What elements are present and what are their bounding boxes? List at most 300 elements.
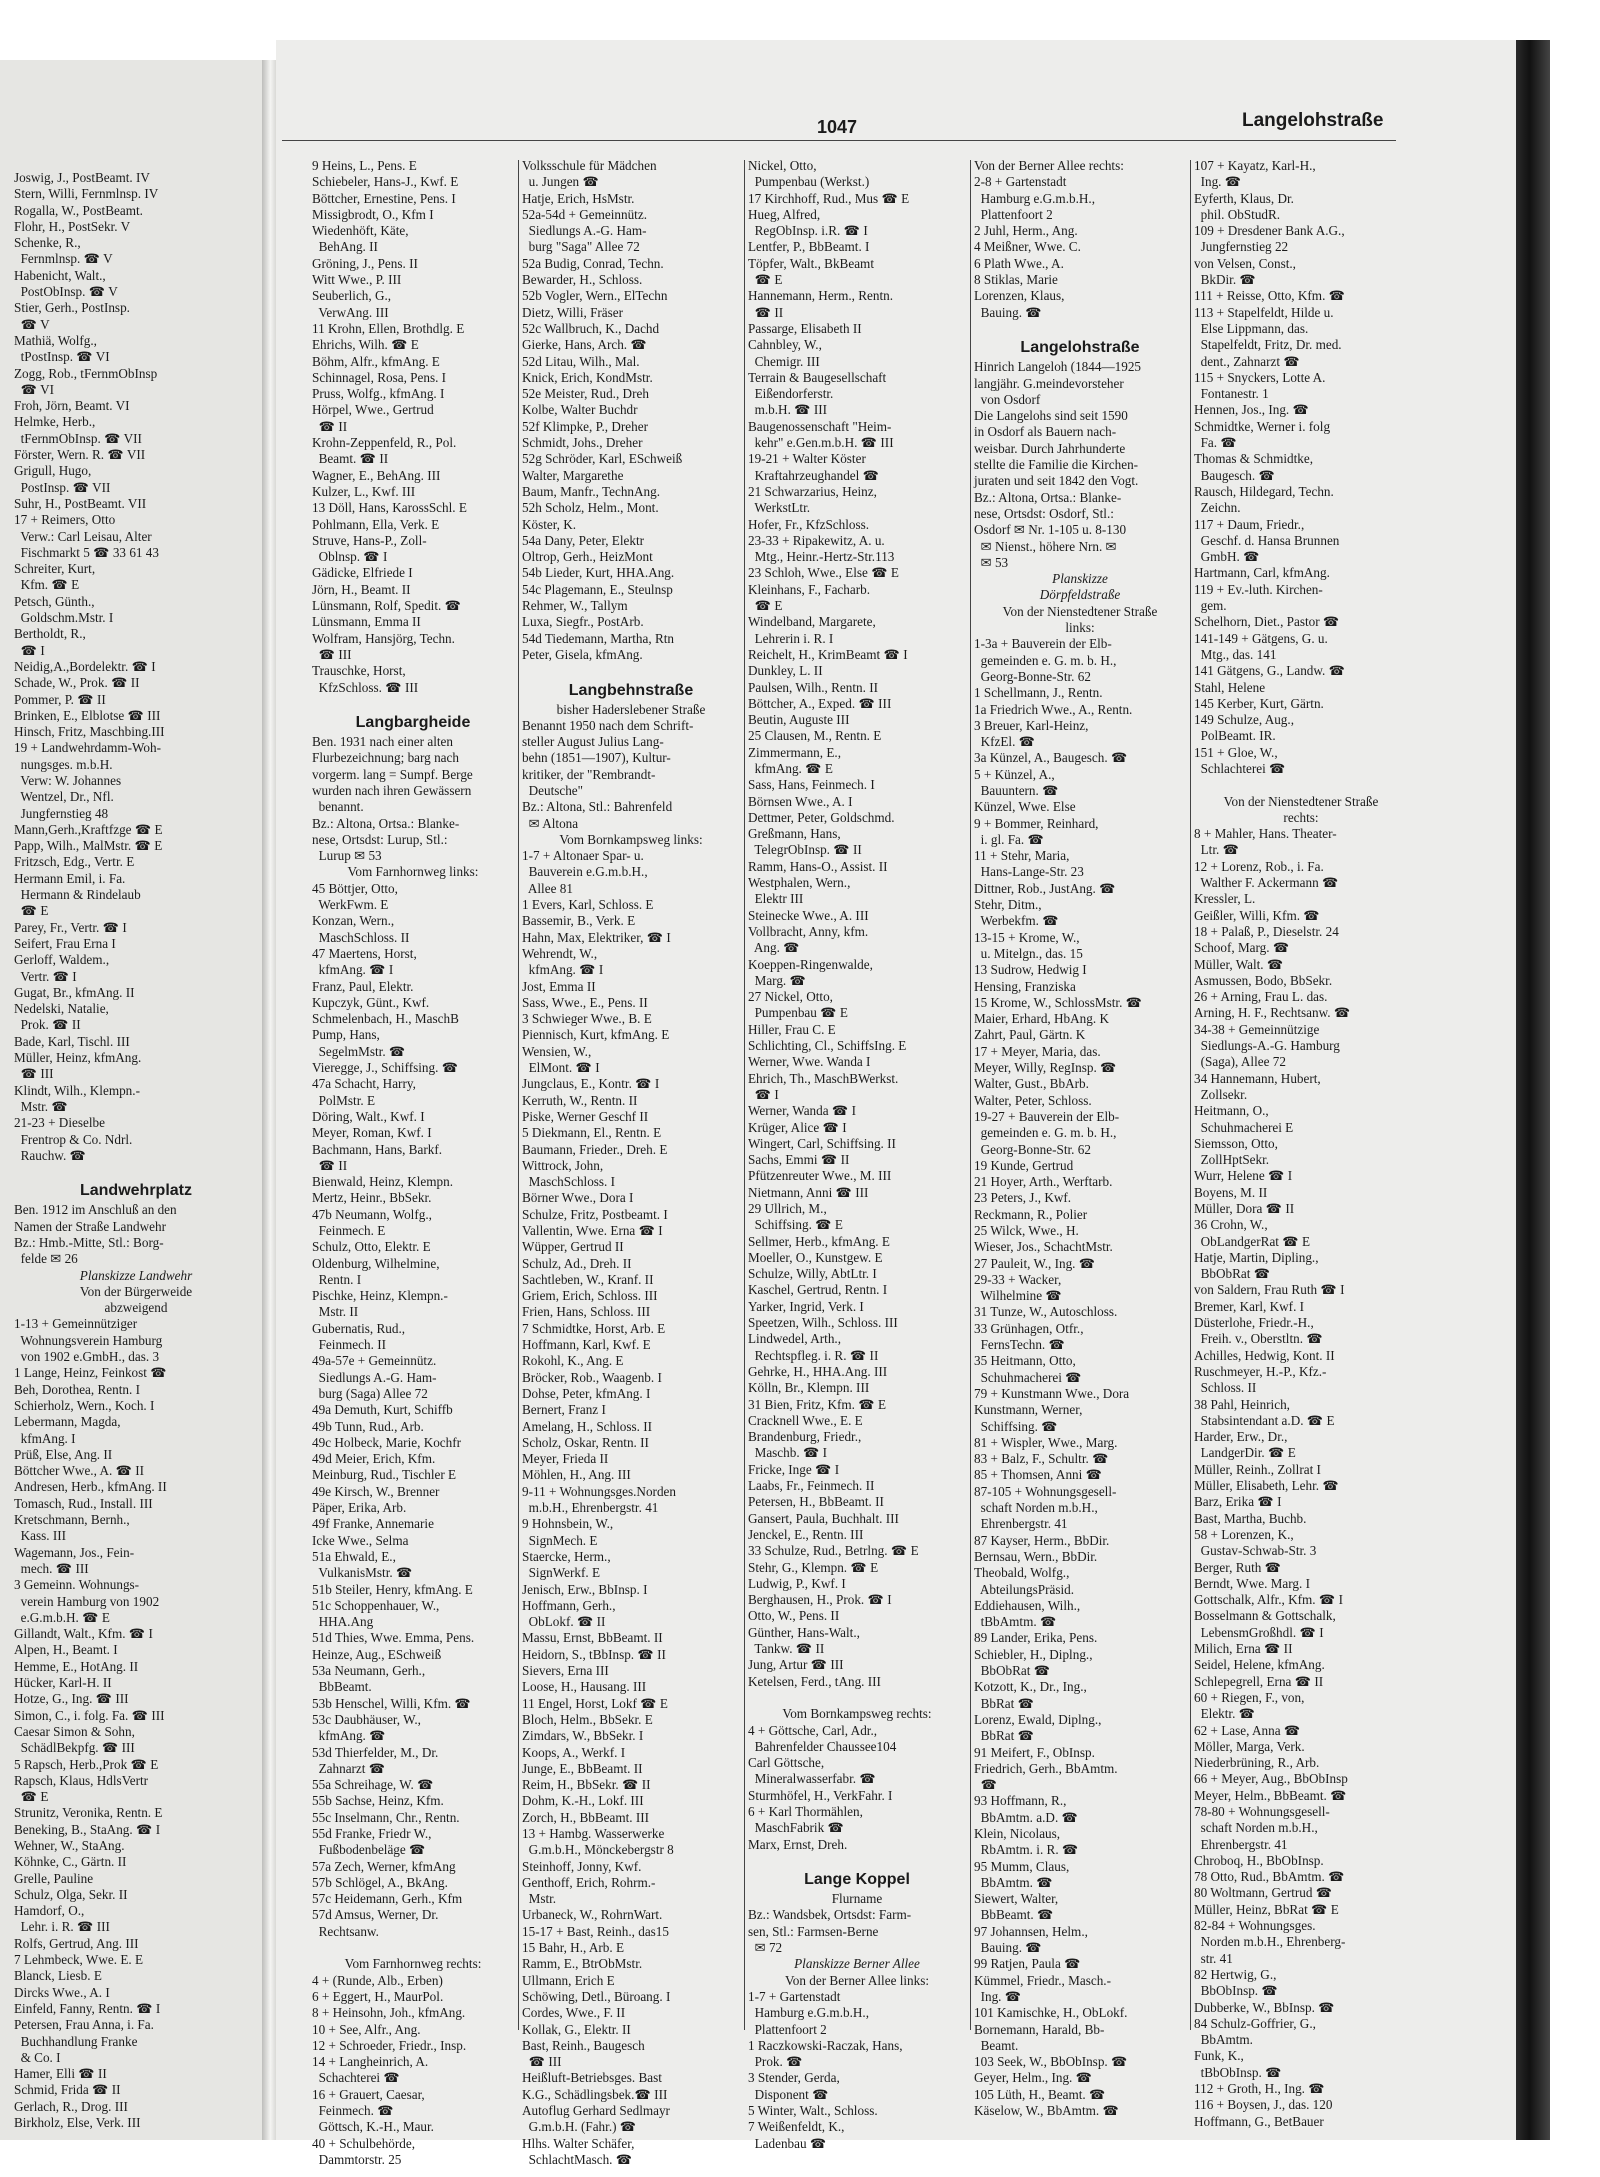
directory-line: Bz.: Hmb.-Mitte, Stl.: Borg- [14, 1235, 164, 1250]
section-note: Vom Farnhornweg links: [347, 864, 479, 880]
directory-line: Lehr. i. R. ☎ III [14, 1919, 110, 1935]
directory-line: Marg. ☎ [748, 972, 806, 988]
directory-line: Jenisch, Erw., BbInsp. I [522, 1581, 648, 1597]
directory-line: 3 Schwieger Wwe., B. E [522, 1011, 652, 1027]
directory-line: Schulz, Otto, Elektr. E [312, 1239, 431, 1255]
directory-line: Wehrendt, W., [522, 945, 598, 961]
directory-line: Stapelfeldt, Fritz, Dr. med. [1194, 337, 1342, 353]
directory-line: Bz.: Altona, Ortsa.: Blanke- [312, 815, 460, 831]
directory-line: Fa. ☎ [1194, 435, 1237, 451]
directory-line: Dohm, K.-H., Lokf. III [522, 1793, 644, 1809]
directory-line: Bloch, Helm., BbSekr. E [522, 1711, 653, 1727]
directory-line: Stahl, Helene [1194, 679, 1266, 695]
directory-line: 6 Plath Wwe., A. [974, 255, 1064, 271]
directory-line: 15 Krome, W., SchlossMstr. ☎ [974, 994, 1143, 1010]
directory-line: 13 Sudrow, Hedwig I [974, 962, 1087, 978]
directory-line: Schmidt, Johs., Dreher [522, 435, 643, 451]
directory-line: Brandenburg, Friedr., [748, 1429, 862, 1445]
directory-line: Jungfernstieg 22 [1194, 239, 1289, 255]
directory-line: 49e Kirsch, W., Brenner [312, 1483, 440, 1499]
directory-line: Hamburg e.G.m.b.H., [748, 2005, 869, 2021]
directory-line: mech. ☎ III [14, 1560, 89, 1576]
directory-line: Sievers, Erna III [522, 1663, 609, 1679]
directory-line: Eyferth, Klaus, Dr. [1194, 190, 1294, 206]
directory-line: (Saga), Allee 72 [1194, 1054, 1286, 1070]
directory-line: Maschb. ☎ I [748, 1445, 828, 1461]
directory-line: Flurbezeichnung; barg nach [312, 750, 459, 766]
directory-line: Amelang, H., Schloss. II [522, 1418, 653, 1434]
directory-line: Nickel, Otto, [748, 158, 817, 173]
directory-line: Koops, A., Werkf. I [522, 1744, 626, 1760]
directory-line: sen, Stl.: Farmsen-Berne [748, 1923, 879, 1939]
directory-line: WerkstLtr. [748, 500, 811, 516]
directory-line: 95 Mumm, Claus, [974, 1858, 1070, 1874]
directory-line: Seidel, Helene, kfmAng. [1194, 1657, 1325, 1673]
directory-line: Ramm, Hans-O., Assist. II [748, 858, 888, 874]
directory-line: Günther, Hans-Walt., [748, 1624, 860, 1640]
directory-line: felde ✉ 26 [14, 1251, 78, 1267]
directory-line: Speetzen, Wilh., Schloss. III [748, 1315, 898, 1331]
directory-line: Missigbrodt, O., Kfm I [312, 206, 434, 222]
directory-line: Schlachterei ☎ [1194, 760, 1286, 776]
directory-line: Sachtleben, W., Kranf. II [522, 1271, 654, 1287]
directory-line: Plattenfoort 2 [748, 2021, 827, 2037]
directory-line: Rentn. I [312, 1271, 362, 1287]
directory-line: Geschf. d. Hansa Brunnen [1194, 532, 1340, 548]
directory-line: Berghausen, H., Prok. ☎ I [748, 1592, 892, 1608]
directory-line: 17 + Reimers, Otto [14, 512, 116, 528]
directory-line: Pfützenreuter Wwe., M. III [748, 1168, 892, 1184]
directory-line: Carl Göttsche, [748, 1755, 825, 1771]
directory-line: ☎ [974, 1777, 998, 1793]
directory-line: Schmidtke, Werner i. folg [1194, 418, 1331, 434]
directory-line: Schiebeler, Hans-J., Kwf. E [312, 174, 459, 190]
directory-line: BbAmtm. a.D. ☎ [974, 1809, 1078, 1825]
directory-line: & Co. I [14, 2049, 61, 2065]
directory-line: Zahnarzt ☎ [312, 1760, 386, 1776]
directory-line: 31 Tunze, W., Autoschloss. [974, 1304, 1118, 1320]
directory-line: 111 + Reisse, Otto, Kfm. ☎ [1194, 288, 1346, 304]
directory-line: Terrain & Baugesellschaft [748, 369, 887, 385]
directory-line: Mstr. [522, 1891, 557, 1907]
directory-line: 54c Plagemann, E., Steulnsp [522, 581, 673, 597]
directory-line: Massu, Ernst, BbBeamt. II [522, 1630, 663, 1646]
directory-line: Hoffmann, Gerh., [522, 1597, 616, 1613]
directory-line: Hennen, Jos., Ing. ☎ [1194, 402, 1309, 418]
directory-line: Wehner, W., StaAng. [14, 1837, 125, 1853]
directory-line [312, 696, 514, 712]
column-4 [974, 158, 1186, 2118]
directory-line: 40 + Schulbehörde, [312, 2135, 416, 2151]
directory-line: 79 + Kunstmann Wwe., Dora [974, 1385, 1130, 1401]
directory-line: K.G., Schädlingsbek.☎ III [522, 2086, 668, 2102]
directory-line: 27 Pauleit, W., Ing. ☎ [974, 1255, 1096, 1271]
directory-line: Töpfer, Walt., BkBeamt [748, 255, 874, 271]
directory-line: Cracknell Wwe., E. E [748, 1412, 863, 1428]
street-heading: Langbehnstraße [568, 681, 694, 699]
directory-line: von Saldern, Frau Ruth ☎ I [1194, 1282, 1345, 1298]
directory-line: 23-33 + Ripakewitz, A. u. [748, 532, 885, 548]
directory-line: Ruschmeyer, H.-P., Kfz.- [1194, 1363, 1327, 1379]
directory-line: Zahrt, Paul, Gärtn. K [974, 1027, 1086, 1043]
directory-line: ☎ II [312, 1157, 348, 1173]
directory-line: Jungclaus, E., Kontr. ☎ I [522, 1076, 660, 1092]
directory-line: 80 Woltmann, Gertrud ☎ [1194, 1885, 1333, 1901]
directory-line: Yarker, Ingrid, Verk. I [748, 1298, 864, 1314]
directory-line: Schulz, Olga, Sekr. II [14, 1886, 128, 1902]
directory-line: 107 + Kayatz, Karl-H., [1194, 158, 1316, 173]
directory-line: Froh, Jörn, Beamt. VI [14, 398, 130, 414]
directory-line: u. Jungen ☎ [522, 174, 599, 190]
directory-line: Mertz, Heinr., BbSekr. [312, 1190, 432, 1206]
directory-line: 23 Schloh, Wwe., Else ☎ E [748, 565, 899, 581]
directory-line: WerkFwm. E [312, 897, 389, 913]
directory-line: Die Langelohs sind seit 1590 [974, 408, 1128, 424]
directory-line: 10 + See, Alfr., Ang. [312, 2021, 421, 2037]
directory-line: VulkanisMstr. ☎ [312, 1565, 413, 1581]
directory-line: Kümmel, Friedr., Masch.- [974, 1972, 1111, 1988]
directory-line: Dammtorstr. 25 [312, 2151, 402, 2167]
directory-line: 47a Schacht, Harry, [312, 1076, 416, 1092]
directory-line: Grigull, Hugo, [14, 463, 92, 479]
street-heading: Landwehrplatz [79, 1182, 192, 1200]
directory-line: Wohnungsverein Hamburg [14, 1332, 163, 1348]
directory-line: Wiedenhöft, Käte, [312, 223, 409, 239]
directory-line: BbAmtm. ☎ [974, 1874, 1053, 1890]
directory-line: Dunkley, L. II [748, 663, 823, 679]
directory-line: 49d Meier, Erich, Kfm. [312, 1451, 436, 1467]
directory-line: Freih. v., Oberstltn. ☎ [1194, 1331, 1323, 1347]
directory-line: Urbaneck, W., RohrnWart. [522, 1907, 663, 1923]
directory-line: Ing. ☎ [974, 1988, 1022, 2004]
directory-line: Dittner, Rob., JustAng. ☎ [974, 880, 1116, 896]
directory-line: BbObRat ☎ [974, 1663, 1051, 1679]
plan-note: Planskizze [1052, 571, 1108, 587]
street-heading: Lange Koppel [804, 1871, 910, 1889]
directory-line: Griem, Erich, Schloss. III [522, 1288, 658, 1304]
directory-line: weisbar. Durch Jahrhunderte [974, 440, 1126, 456]
directory-line: BbBeamt. [312, 1679, 372, 1695]
directory-line: 54b Lieder, Kurt, HHA.Ang. [522, 565, 675, 581]
directory-line: Boyens, M. II [1194, 1184, 1268, 1200]
directory-line: steller August Julius Lang- [522, 734, 664, 750]
directory-line: Birkholz, Else, Verk. III [14, 2115, 141, 2131]
directory-line: ObLokf. ☎ II [522, 1614, 606, 1630]
directory-line: Jung, Artur ☎ III [748, 1657, 844, 1673]
directory-line: 25 Wilck, Wwe., H. [974, 1223, 1079, 1238]
directory-line: Gerloff, Waldem., [14, 952, 110, 968]
directory-line: Düsterlohe, Friedr.-H., [1194, 1315, 1314, 1331]
directory-line: 8 + Heinsohn, Joh., kfmAng. [312, 2005, 466, 2021]
directory-line: 21 Hoyer, Arth., Werftarb. [974, 1174, 1113, 1190]
directory-line: Stehr, G., Klempn. ☎ E [748, 1559, 879, 1575]
directory-line: Cahnbley, W., [748, 337, 822, 353]
directory-line: Rapsch, Klaus, HdlsVertr [14, 1772, 149, 1788]
directory-line: nese, Ortsdst: Lurup, Stl.: [312, 831, 448, 847]
directory-line: Wurr, Helene ☎ I [1194, 1168, 1293, 1184]
directory-line: Schmelenbach, H., MaschB [312, 1011, 459, 1027]
section-note: Von der Nienstedtener Straße [1223, 793, 1379, 809]
directory-line: 1-13 + Gemeinnütziger [14, 1316, 138, 1332]
directory-line: Joswig, J., PostBeamt. IV [14, 170, 150, 185]
directory-line [974, 321, 1186, 337]
directory-line: Meyer, Helm., BbBeamt. ☎ [1194, 1787, 1347, 1803]
directory-line: Arning, H. F., Rechtsanw. ☎ [1194, 1005, 1351, 1021]
directory-line: Papp, Wilh., MalMstr. ☎ E [14, 838, 163, 854]
column-2 [522, 158, 740, 2167]
directory-line: Berger, Ruth ☎ [1194, 1559, 1282, 1575]
directory-line: Jungfernstieg 48 [14, 805, 109, 821]
directory-line: Börner Wwe., Dora I [522, 1190, 634, 1206]
directory-line [1194, 777, 1408, 793]
directory-line: Maier, Erhard, HbAng. K [974, 1011, 1109, 1027]
directory-line: Heißluft-Betriebsges. Bast [522, 2070, 662, 2086]
directory-line: von Velsen, Const., [1194, 255, 1296, 271]
directory-line: 1-3a + Bauverein der Elb- [974, 636, 1112, 652]
directory-line: ZollHptSekr. [1194, 1152, 1270, 1168]
directory-line: Ben. 1931 nach einer alten [312, 734, 453, 750]
directory-line: Georg-Bonne-Str. 62 [974, 668, 1091, 684]
directory-line: Konzan, Wern., [312, 913, 395, 929]
directory-line: ☎ III [312, 646, 352, 662]
directory-line: gemeinden e. G. m. b. H., [974, 1125, 1117, 1141]
directory-line: Hlhs. Walter Schäfer, [522, 2135, 635, 2151]
directory-line: Frien, Hans, Schloss. III [522, 1304, 651, 1320]
directory-line: 7 Weißenfeldt, K., [748, 2119, 845, 2135]
directory-line: Künzel, Wwe. Else [974, 799, 1076, 815]
plan-note: Planskizze Landwehr [79, 1267, 193, 1283]
directory-line: 52c Wallbruch, K., Dachd [522, 320, 660, 336]
directory-line: 33 Schulze, Rud., Betrlng. ☎ E [748, 1543, 919, 1559]
directory-line: Hoffmann, Karl, Kwf. E [522, 1337, 651, 1353]
directory-line: HHA.Ang [312, 1614, 374, 1630]
directory-line: Ehrichs, Wilh. ☎ E [312, 337, 419, 353]
directory-line: Reim, H., BbSekr. ☎ II [522, 1777, 651, 1793]
column-rule-1 [518, 160, 519, 2030]
directory-line: Krohn-Zeppenfeld, R., Pol. [312, 435, 457, 451]
directory-line: Heidorn, S., tBbInsp. ☎ II [522, 1646, 666, 1662]
directory-line: Nietmann, Anni ☎ III [748, 1184, 869, 1200]
directory-line: 55a Schreihage, W. ☎ [312, 1777, 434, 1793]
directory-line: Wensien, W., [522, 1043, 592, 1059]
directory-line: 1-7 + Altonaer Spar- u. [522, 848, 644, 864]
directory-line: Tankw. ☎ II [748, 1641, 825, 1657]
directory-line: LandgerDir. ☎ E [1194, 1445, 1296, 1461]
directory-line: Hatje, Erich, HsMstr. [522, 190, 635, 206]
plan-note: Planskizze Berner Allee [794, 1956, 920, 1972]
directory-line: 51b Steiler, Henry, kfmAng. E [312, 1581, 473, 1597]
section-note: Von der Bürgerweide [79, 1283, 193, 1299]
directory-line: Müller, Heinz, kfmAng. [14, 1050, 142, 1066]
section-note: bisher Haderslebener Straße [556, 701, 706, 717]
directory-line: 11 Krohn, Ellen, Brothdlg. E [312, 320, 465, 336]
directory-line: Bz.: Altona, Ortsa.: Blanke- [974, 489, 1122, 505]
directory-line: wurden nach ihren Gewässern [312, 782, 472, 798]
directory-line: Barz, Erika ☎ I [1194, 1494, 1282, 1510]
directory-line: Vollbracht, Anny, kfm. [748, 923, 869, 939]
directory-line: Böttcher, A., Exped. ☎ III [748, 695, 892, 711]
directory-line: Petersen, Frau Anna, i. Fa. [14, 2017, 154, 2033]
directory-line: kfmAng. ☎ I [312, 962, 394, 978]
directory-line: 3a Künzel, A., Baugesch. ☎ [974, 750, 1128, 766]
directory-line: 21 Schwarzarius, Heinz, [748, 483, 877, 499]
directory-line: Ketelsen, Ferd., tAng. III [748, 1673, 881, 1689]
directory-line: Ltr. ☎ [1194, 842, 1239, 858]
directory-line: 52a-54d + Gemeinnütz. [522, 206, 647, 222]
directory-line: BehAng. II [312, 239, 378, 255]
directory-line: 34-38 + Gemeinnützige [1194, 1021, 1320, 1037]
directory-line: Fricke, Inge ☎ I [748, 1461, 840, 1477]
directory-line: 9-11 + Wohnungsges.Norden [522, 1483, 676, 1499]
directory-line: benannt. [312, 799, 364, 815]
directory-line: Jenckel, E., Rentn. III [748, 1526, 864, 1542]
directory-line: Baum, Manfr., TechnAng. [522, 483, 661, 499]
directory-line: Kfm. ☎ E [14, 577, 80, 593]
directory-line: Dubberke, W., BbInsp. ☎ [1194, 1999, 1335, 2015]
directory-line: Lurup ✉ 53 [312, 848, 382, 864]
directory-line: 4 + (Runde, Alb., Erben) [312, 1972, 443, 1988]
directory-line: gem. [1194, 598, 1227, 614]
directory-line: Kass. III [14, 1528, 67, 1544]
directory-line: Ang. ☎ [748, 940, 800, 956]
directory-line: 7 Lehmbeck, Wwe. E. E [14, 1952, 144, 1968]
directory-line: 113 + Stapelfeldt, Hilde u. [1194, 304, 1334, 320]
directory-line: ObLandgerRat ☎ E [1194, 1233, 1311, 1249]
directory-line: Reckmann, R., Polier [974, 1206, 1088, 1222]
directory-line: BbAmtm. [1194, 2032, 1253, 2048]
directory-line: Verw: W. Johannes [14, 772, 122, 788]
directory-line: Bz.: Wandsbek, Ortsdst: Farm- [748, 1907, 912, 1923]
directory-line: BbRat ☎ [974, 1728, 1035, 1744]
directory-line: burg (Saga) Allee 72 [312, 1385, 428, 1401]
directory-line: Gädicke, Elfriede I [312, 565, 413, 581]
directory-line: Beutin, Auguste III [748, 712, 850, 728]
directory-line: 97 Johannsen, Helm., [974, 1923, 1088, 1939]
directory-line: 87 Kayser, Herm., BbDir. [974, 1532, 1110, 1548]
directory-line: 9 + Bommer, Reinhard, [974, 815, 1099, 831]
directory-line: Mann,Gerh.,Kraftfzge ☎ E [14, 821, 163, 837]
directory-line: Theobald, Wolfg., [974, 1565, 1070, 1581]
directory-line: Osdorf ✉ Nr. 1-105 u. 8-130 [974, 522, 1127, 538]
directory-line: Else Lippmann, das. [1194, 320, 1309, 336]
directory-line: Rauchw. ☎ [14, 1147, 86, 1163]
directory-line: Bröcker, Rob., Waagenb. I [522, 1369, 662, 1385]
directory-line: Pommer, P. ☎ II [14, 691, 106, 707]
directory-line: Gubernatis, Rud., [312, 1320, 406, 1336]
directory-line: 54d Tiedemann, Martha, Rtn [522, 630, 675, 646]
directory-line: Ludwig, P., Kwf. I [748, 1575, 846, 1591]
directory-line: 82 Hertwig, G., [1194, 1966, 1277, 1982]
directory-line: Pump, Hans, [312, 1027, 380, 1043]
directory-line: 119 + Ev.-luth. Kirchen- [1194, 581, 1323, 597]
page-edge-shadow [1516, 40, 1550, 2140]
directory-line: 116 + Boysen, J., das. 120 [1194, 2097, 1333, 2113]
directory-line: 8 + Mahler, Hans. Theater- [1194, 826, 1337, 842]
directory-line: Zeichn. [1194, 500, 1241, 516]
directory-line: 19 Kunde, Gertrud [974, 1157, 1074, 1173]
directory-line: 12 + Lorenz, Rob., i. Fa. [1194, 858, 1324, 874]
directory-line: SegelmMstr. ☎ [312, 1043, 406, 1059]
directory-line: SchädlBekpfg. ☎ III [14, 1740, 135, 1756]
directory-line: 3 Gemeinn. Wohnungs- [14, 1577, 140, 1593]
directory-line: 15-17 + Bast, Reinh., das15 [522, 1923, 669, 1939]
directory-line: Bornemann, Harald, Bb- [974, 2021, 1105, 2037]
directory-line: PolMstr. E [312, 1092, 376, 1108]
directory-line: 4 + Göttsche, Carl, Adr., [748, 1722, 878, 1738]
directory-line: Schelhorn, Diet., Pastor ☎ [1194, 614, 1340, 630]
directory-line: Meyer, Frieda II [522, 1451, 609, 1467]
directory-line: Kulzer, L., Kwf. III [312, 483, 416, 499]
directory-line: Buchhandlung Franke [14, 2033, 138, 2049]
directory-line: 9 Heins, L., Pens. E [312, 158, 417, 173]
section-note: Vom Farnhornweg rechts: [344, 1956, 482, 1972]
directory-line: Hoffmann, G., BetBauer [1194, 2113, 1324, 2129]
directory-line: Deutsche" [522, 782, 584, 798]
directory-line: G.m.b.H., Mönckebergstr 8 [522, 1842, 674, 1858]
directory-line: Schlichting, Cl., SchiffsIng. E [748, 1038, 907, 1054]
directory-line: Oldenburg, Wilhelmine, [312, 1255, 440, 1271]
directory-line: Wolfram, Hansjörg, Techn. [312, 630, 455, 646]
directory-line: Bahrenfelder Chaussee104 [748, 1738, 897, 1754]
directory-line: 36 Crohn, W., [1194, 1217, 1268, 1233]
directory-line: 52g Schröder, Karl, ESchweiß [522, 451, 683, 467]
directory-line: Geißler, Willi, Kfm. ☎ [1194, 907, 1320, 923]
directory-line: 7 Schmidtke, Horst, Arb. E [522, 1320, 666, 1336]
directory-line: Bewarder, H., Schloss. [522, 272, 643, 288]
directory-line: TelegrObInsp. ☎ II [748, 842, 862, 858]
directory-line: Käselow, W., BbAmtm. ☎ [974, 2103, 1119, 2119]
directory-line: 57d Amsus, Werner, Dr. [312, 1907, 439, 1923]
directory-line: i. gl. Fa. ☎ [974, 831, 1044, 847]
column-left [14, 170, 258, 2131]
directory-line: Ramm, E., BtrObMstr. [522, 1956, 643, 1972]
directory-line: 1 Evers, Karl, Schloss. E [522, 897, 654, 913]
directory-line: 2-8 + Gartenstadt [974, 174, 1067, 190]
directory-line: 1 Raczkowski-Raczak, Hans, [748, 2037, 903, 2053]
directory-line [14, 1164, 258, 1180]
directory-line: Müller, Dora ☎ II [1194, 1201, 1295, 1216]
directory-line: Heitmann, O., [1194, 1103, 1269, 1119]
directory-line: SignWerkf. E [522, 1565, 601, 1581]
directory-line: Fußbodenbeläge ☎ [312, 1842, 426, 1858]
directory-line: Junge, E., BbBeamt. II [522, 1760, 643, 1776]
directory-line: RbAmtm. i. R. ☎ [974, 1842, 1079, 1858]
directory-line: LebensmGroßhdl. ☎ I [1194, 1624, 1324, 1640]
directory-line: Berndt, Wwe. Marg. I [1194, 1575, 1310, 1591]
column-5 [1194, 158, 1408, 2129]
directory-line: Göttsch, K.-H., Maur. [312, 2119, 434, 2135]
directory-line: m.b.H. ☎ III [748, 402, 828, 418]
directory-line: Dettmer, Peter, Goldschmd. [748, 809, 895, 825]
directory-line: Sachs, Emmi ☎ II [748, 1152, 850, 1168]
directory-line: SignMech. E [522, 1532, 598, 1548]
directory-line: von Osdorf [974, 391, 1041, 407]
directory-line: Werner, Wwe. Wanda I [748, 1054, 871, 1070]
directory-line: ☎ III [14, 1066, 54, 1082]
directory-line: Feinmech. E [312, 1223, 386, 1238]
directory-line: KfzEl. ☎ [974, 734, 1036, 750]
directory-line: 52b Vogler, Wern., ElTechn [522, 288, 668, 304]
directory-line: 55d Franke, Friedr W., [312, 1825, 432, 1841]
directory-line: Hofer, Fr., KfzSchloss. [748, 516, 870, 532]
directory-line: Goldschm.Mstr. I [14, 610, 114, 626]
directory-line: 14 + Langheinrich, A. [312, 2054, 429, 2070]
directory-line: Georg-Bonne-Str. 62 [974, 1141, 1091, 1157]
directory-line: kfmAng. I [14, 1430, 76, 1446]
directory-line: Allee 81 [522, 880, 573, 896]
directory-line: 5 + Künzel, A., [974, 766, 1055, 782]
directory-line: Dircks Wwe., A. I [14, 1984, 110, 2000]
